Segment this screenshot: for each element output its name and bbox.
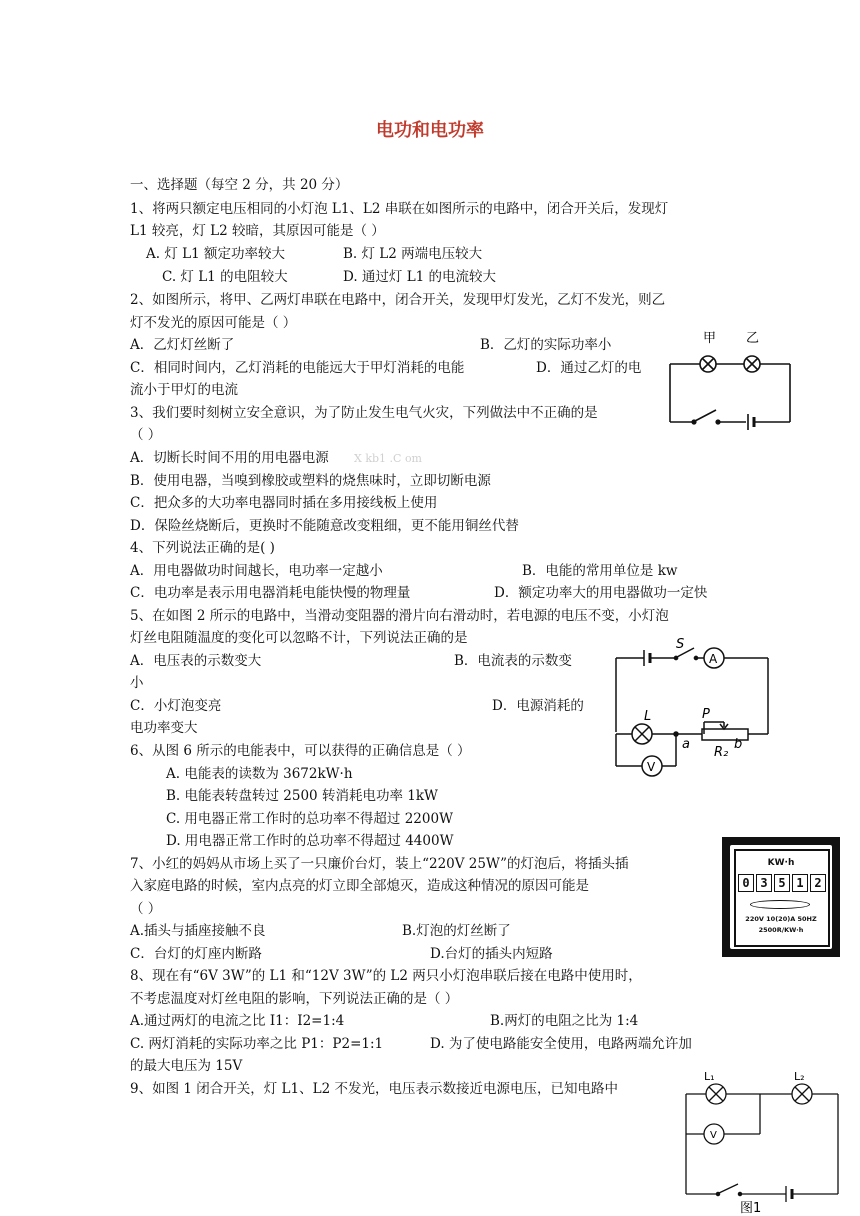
q6-option-b: B. 电能表转盘转过 2500 转消耗电功率 1kW <box>166 788 438 804</box>
voltmeter-label: V <box>647 760 656 774</box>
lamp-yi-label: 乙 <box>746 331 760 346</box>
q1-option-d: D. 通过灯 L1 的电流较大 <box>343 269 497 285</box>
switch-s-label: S <box>676 637 685 652</box>
q4-stem: 4、下列说法正确的是( ) <box>130 540 275 556</box>
q2-option-b: B．乙灯的实际功率小 <box>480 337 612 353</box>
section-heading: 一、选择题（每空 2 分，共 20 分） <box>130 177 349 193</box>
switch-icon <box>719 1184 738 1193</box>
lamp-l-label: L <box>644 709 652 724</box>
meter-digit: 0 <box>738 874 754 892</box>
q5-option-d-line2: 电功率变大 <box>130 720 198 736</box>
q8-stem-line1: 8、现在有“6V 3W”的 L1 和“12V 3W”的 L2 两只小灯泡串联后接在电路中使用时， <box>130 968 642 984</box>
meter-digit: 2 <box>810 874 826 892</box>
q1-stem-line2: L1 较亮，灯 L2 较暗，其原因可能是（ ） <box>130 223 385 239</box>
ammeter-label: A <box>709 652 718 666</box>
q2-stem-line1: 2、如图所示，将甲、乙两灯串联在电路中，闭合开关，发现甲灯发光，乙灯不发光，则乙 <box>130 292 666 308</box>
q1-option-c: C. 灯 L1 的电阻较大 <box>162 269 288 285</box>
q3-stem-line1: 3、我们要时刻树立安全意识，为了防止发生电气火灾，下列做法中不正确的是 <box>130 405 598 421</box>
lamp-jia-icon <box>700 356 716 372</box>
q8-stem-line2: 不考虑温度对灯丝电阻的影响，下列说法正确的是（ ） <box>130 991 459 1007</box>
q2-option-d-line2: 流小于甲灯的电流 <box>130 382 238 398</box>
q3-option-d: D．保险丝烧断后，更换时不能随意改变粗细，更不能用铜丝代替 <box>130 518 519 534</box>
point-b-label: b <box>734 737 743 752</box>
q6-stem: 6、从图 6 所示的电能表中，可以获得的正确信息是（ ） <box>130 743 471 759</box>
meter-dial-icon <box>750 900 810 909</box>
watermark: X kb1 .C om <box>354 452 422 465</box>
q5-option-b-line1: B．电流表的示数变 <box>454 653 572 669</box>
lamp-jia-label: 甲 <box>703 331 717 346</box>
q5-option-d-line1: D．电源消耗的 <box>492 698 584 714</box>
q4-option-c: C．电功率是表示用电器消耗电能快慢的物理量 <box>130 585 411 601</box>
q7-stem-line3: （ ） <box>130 901 162 917</box>
q3-stem-line2: （ ） <box>130 427 162 443</box>
meter-spec-revs: 2500R/KW·h <box>758 926 804 934</box>
q6-option-d: D. 用电器正常工作时的总功率不得超过 4400W <box>166 833 454 849</box>
meter-digit: 3 <box>756 874 772 892</box>
q8-option-d-line1: D. 为了使电路能安全使用，电路两端允许加 <box>430 1036 692 1052</box>
q6-option-c: C. 用电器正常工作时的总功率不得超过 2200W <box>166 811 453 827</box>
q3-option-c: C．把众多的大功率电器同时插在多用接线板上使用 <box>130 495 438 511</box>
meter-spec-rating: 220V 10(20)A 50HZ <box>745 915 817 923</box>
q8-option-c: C. 两灯消耗的实际功率之比 P1：P2=1:1 <box>130 1036 384 1052</box>
q1-stem-line1: 1、将两只额定电压相同的小灯泡 L1、L2 串联在如图所示的电路中，闭合开关后，发现灯 <box>130 201 669 217</box>
lamp-l1-label: L₁ <box>704 1070 715 1083</box>
q5-stem-line2: 灯丝电阻随温度的变化可以忽略不计，下列说法正确的是 <box>130 630 468 646</box>
q2-option-c: C．相同时间内，乙灯消耗的电能远大于甲灯消耗的电能 <box>130 360 465 376</box>
q2-circuit-figure <box>662 328 802 430</box>
meter-digits <box>738 874 826 892</box>
q6-option-a: A. 电能表的读数为 3672kW·h <box>166 766 353 782</box>
meter-digit: 1 <box>792 874 808 892</box>
q5-option-b-line2: 小 <box>130 675 144 691</box>
q5-stem-line1: 5、在如图 2 所示的电路中，当滑动变阻器的滑片向右滑动时，若电源的电压不变，小灯泡 <box>130 608 669 624</box>
voltmeter-label: V <box>710 1130 717 1141</box>
q9-stem: 9、如图 1 闭合开关，灯 L1、L2 不发光，电压表示数接近电源电压，已知电路中 <box>130 1081 618 1097</box>
switch-icon <box>695 410 716 421</box>
q4-option-a: A．用电器做功时间越长，电功率一定越小 <box>130 563 383 579</box>
q7-stem-line1: 7、小红的妈妈从市场上买了一只廉价台灯，装上“220V 25W”的灯泡后，将插头插 <box>130 856 629 872</box>
q4-option-b: B．电能的常用单位是 kw <box>522 563 678 579</box>
q7-option-b: B.灯泡的灯丝断了 <box>402 923 511 939</box>
q1-option-a: A. 灯 L1 额定功率较大 <box>146 246 285 262</box>
q5-circuit-figure <box>606 634 778 782</box>
q9-circuit-figure <box>676 1062 848 1214</box>
q3-option-b: B．使用电器，当嗅到橡胶或塑料的烧焦味时，立即切断电源 <box>130 473 491 489</box>
q8-option-b: B.两灯的电阻之比为 1:4 <box>490 1013 639 1029</box>
q8-option-d-line2: 的最大电压为 15V <box>130 1058 243 1074</box>
q5-option-a: A．电压表的示数变大 <box>130 653 262 669</box>
q7-stem-line2: 入家庭电路的时候，室内点亮的灯立即全部熄灭，造成这种情况的原因可能是 <box>130 878 589 894</box>
q1-option-b: B. 灯 L2 两端电压较大 <box>343 246 483 262</box>
q5-option-c: C．小灯泡变亮 <box>130 698 222 714</box>
meter-digit: 5 <box>774 874 790 892</box>
slider-p-label: P <box>702 707 710 722</box>
meter-unit: KW·h <box>767 858 795 868</box>
q2-option-d-line1: D．通过乙灯的电 <box>536 360 642 376</box>
figure-caption: 图1 <box>740 1201 762 1214</box>
lamp-yi-icon <box>744 356 760 372</box>
lamp-l2-label: L₂ <box>794 1070 805 1083</box>
q4-option-d: D．额定功率大的用电器做功一定快 <box>494 585 708 601</box>
point-a-label: a <box>682 737 690 752</box>
q2-stem-line2: 灯不发光的原因可能是（ ） <box>130 315 297 331</box>
q3-option-a: A．切断长时间不用的用电器电源 <box>130 450 329 466</box>
energy-meter-figure <box>722 837 840 957</box>
page-title: 电功和电功率 <box>376 120 484 141</box>
q7-option-a: A.插头与插座接触不良 <box>130 923 266 939</box>
q7-option-c: C．台灯的灯座内断路 <box>130 946 262 962</box>
q7-option-d: D.台灯的插头内短路 <box>430 946 553 962</box>
q8-option-a: A.通过两灯的电流之比 I1：I2=1:4 <box>130 1013 345 1029</box>
q2-option-a: A．乙灯灯丝断了 <box>130 337 235 353</box>
rheostat-r2-label: R₂ <box>714 745 729 760</box>
